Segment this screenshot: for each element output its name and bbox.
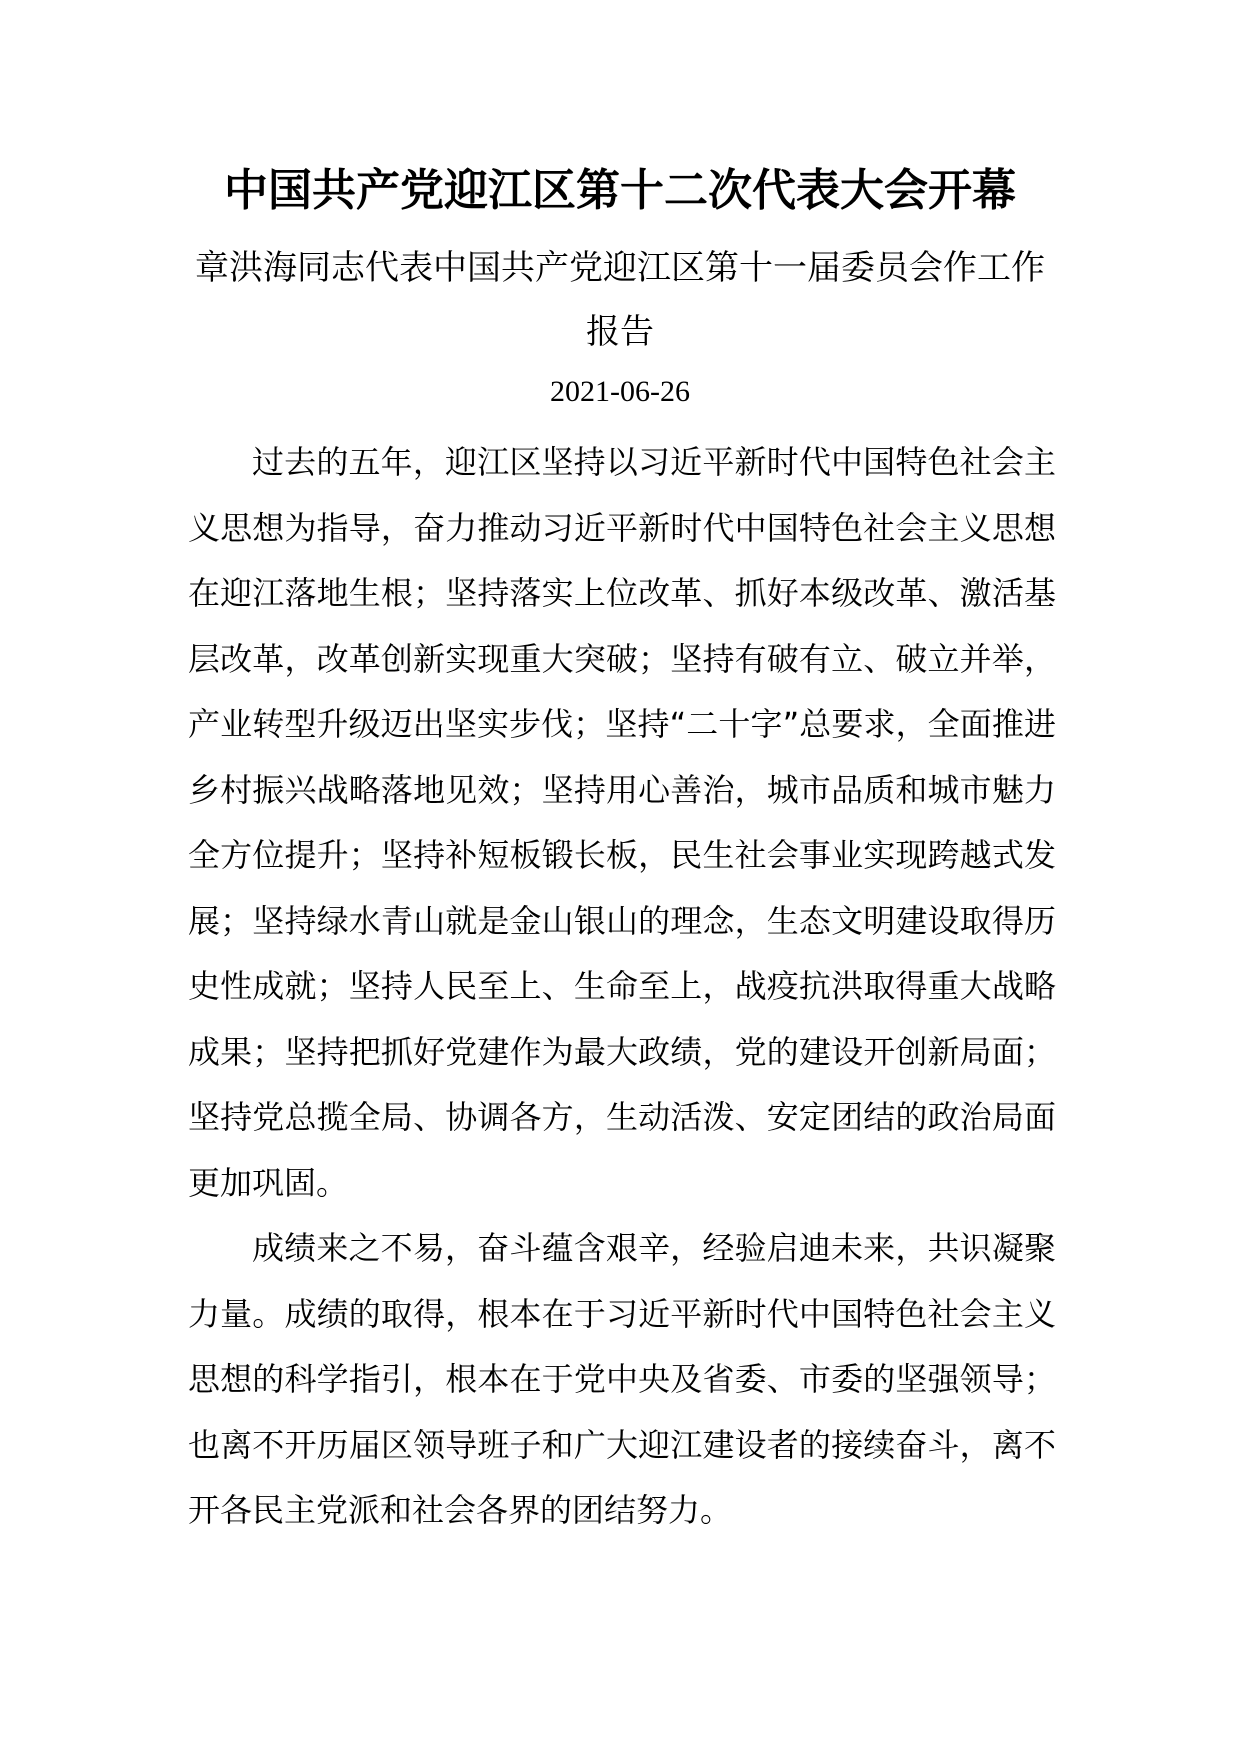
document-date: 2021-06-26 bbox=[550, 375, 690, 408]
body-paragraph: 过去的五年，迎江区坚持以习近平新时代中国特色社会主义思想为指导，奋力推动习近平新时代中国特色社会主义思想在迎江落地生根；坚持落实上位改革、抓好本级改革、激活基层改革，改革创新实现重大突破；坚持有破有立、破立并举，产业转型升级迈出坚实步伐；坚持“二十字”总要求，全面推进乡村振兴战略落地见效；坚持用心善治，城市品质和城市魅力全方位提升；坚持补短板锻长板，民生社会事业实现跨越式发展；坚持绿水青山就是金山银山的理念，生态文明建设取得历史性成就；坚持人民至上、生命至上，战疫抗洪取得重大战略成果；坚持把抓好党建作为最大政绩，党的建设开创新局面；坚持党总揽全局、协调各方，生动活泼、安定团结的政治局面更加巩固。 bbox=[188, 443, 1056, 1202]
document-title: 中国共产党迎江区第十二次代表大会开幕 bbox=[224, 165, 1016, 216]
document-body bbox=[188, 430, 1056, 1544]
body-paragraph: 成绩来之不易，奋斗蕴含艰辛，经验启迪未来，共识凝聚力量。成绩的取得，根本在于习近平新时代中国特色社会主义思想的科学指引，根本在于党中央及省委、市委的坚强领导；也离不开历届区领导班子和广大迎江建设者的接续奋斗，离不开各民主党派和社会各界的团结努力。 bbox=[188, 1229, 1056, 1529]
document-subtitle: 章洪海同志代表中国共产党迎江区第十一届委员会作工作报告 bbox=[195, 248, 1045, 352]
